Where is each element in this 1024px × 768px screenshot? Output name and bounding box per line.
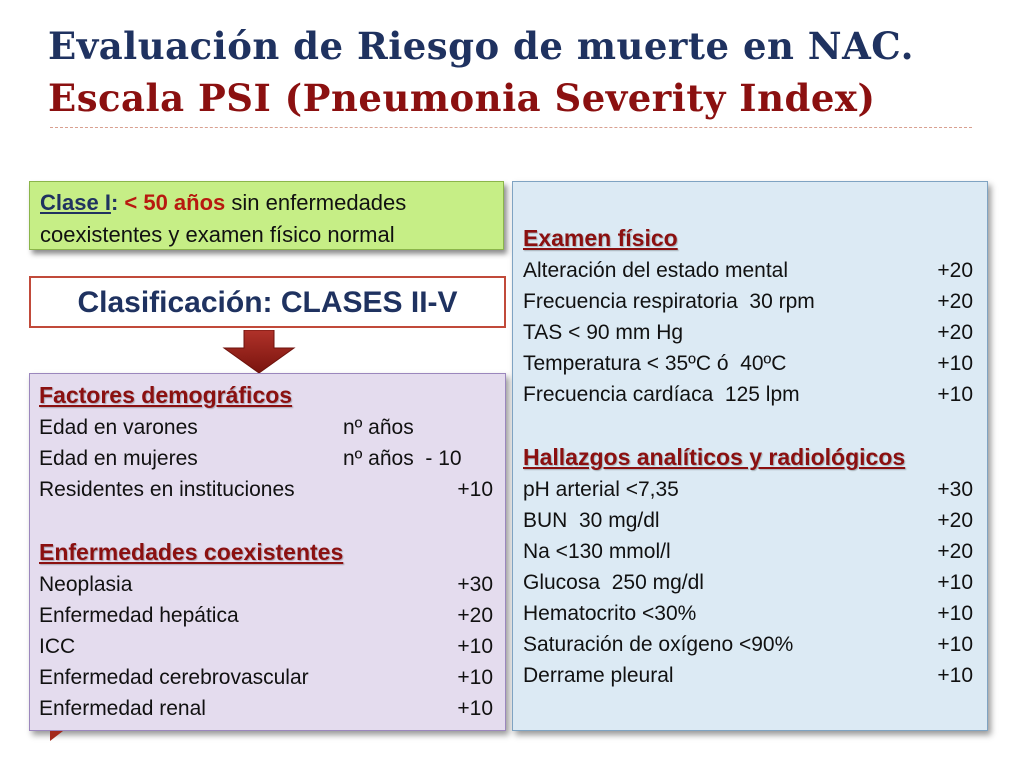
row-value: +10 — [937, 571, 973, 594]
row-label: Derrame pleural — [523, 664, 674, 687]
clase-1-text-2: coexistentes y examen físico normal — [40, 222, 395, 247]
clase-1-colon: : — [110, 190, 119, 215]
table-row — [39, 569, 493, 600]
row-label: ICC — [39, 635, 76, 658]
row-value: +20 — [937, 540, 973, 563]
row-value: +30 — [457, 573, 493, 596]
row-value: +20 — [937, 259, 973, 282]
corner-decoration — [50, 731, 63, 741]
table-row — [523, 598, 973, 629]
row-value: +10 — [457, 697, 493, 720]
row-value: +10 — [457, 635, 493, 658]
table-row — [523, 505, 973, 536]
comorbidities-title: Enfermedades coexistentes — [39, 539, 344, 565]
table-row — [39, 693, 493, 724]
table-row — [39, 474, 493, 505]
row-label: Edad en varones — [39, 416, 198, 439]
row-value: +10 — [457, 666, 493, 689]
row-label: Edad en mujeres — [39, 447, 198, 470]
row-label: BUN 30 mg/dl — [523, 509, 660, 532]
row-label: TAS < 90 mm Hg — [523, 321, 684, 344]
row-label: Enfermedad cerebrovascular — [39, 666, 309, 689]
slide-title — [48, 20, 1008, 124]
physical-exam-title: Examen físico — [523, 225, 678, 251]
table-row — [523, 660, 973, 691]
row-label: Enfermedad hepática — [39, 604, 239, 627]
row-label: Saturación de oxígeno <90% — [523, 633, 794, 656]
table-row — [39, 662, 493, 693]
row-mid: nº años - 10 — [343, 447, 462, 470]
table-row — [523, 379, 973, 410]
row-label: Enfermedad renal — [39, 697, 206, 720]
row-label: Glucosa 250 mg/dl — [523, 571, 704, 594]
row-value: +30 — [937, 478, 973, 501]
table-row — [523, 536, 973, 567]
table-row — [523, 567, 973, 598]
table-row — [39, 412, 493, 443]
table-row — [523, 255, 973, 286]
physical-lab-box — [512, 181, 988, 731]
lab-findings-title: Hallazgos analíticos y radiológicos — [523, 444, 906, 470]
row-label: Neoplasia — [39, 573, 133, 596]
row-label: Na <130 mmol/l — [523, 540, 671, 563]
row-value: +10 — [937, 633, 973, 656]
row-value: +10 — [937, 664, 973, 687]
down-arrow-icon — [222, 330, 296, 374]
row-value: +10 — [937, 602, 973, 625]
row-mid: nº años — [343, 416, 414, 439]
row-value: +20 — [937, 509, 973, 532]
row-label: Alteración del estado mental — [523, 259, 788, 282]
clase-1-label: Clase I — [40, 190, 111, 215]
table-row — [523, 629, 973, 660]
clase-1-box — [29, 181, 504, 250]
row-value: +20 — [937, 290, 973, 313]
table-row — [39, 443, 493, 474]
classification-box: Clasificación: CLASES II-V — [29, 276, 506, 328]
row-value: +10 — [937, 352, 973, 375]
title-line-1: Evaluación de Riesgo de muerte en NAC. — [48, 24, 914, 68]
row-label: Temperatura < 35ºC ó 40ºC — [523, 352, 787, 375]
row-label: Hematocrito <30% — [523, 602, 697, 625]
clase-1-text-1: sin enfermedades — [225, 190, 407, 215]
row-value: +10 — [457, 478, 493, 501]
demographics-title: Factores demográficos — [39, 382, 293, 408]
row-value: +20 — [937, 321, 973, 344]
row-label: Residentes en instituciones — [39, 478, 295, 501]
table-row — [523, 317, 973, 348]
row-value: +10 — [937, 383, 973, 406]
title-divider — [50, 127, 972, 128]
table-row — [39, 631, 493, 662]
row-label: Frecuencia cardíaca 125 lpm — [523, 383, 800, 406]
table-row — [523, 348, 973, 379]
row-label: pH arterial <7,35 — [523, 478, 679, 501]
title-line-2: Escala PSI (Pneumonia Severity Index) — [48, 76, 876, 120]
table-row — [523, 474, 973, 505]
table-row — [39, 600, 493, 631]
table-row — [523, 286, 973, 317]
demographics-comorbidities-box — [29, 373, 506, 731]
row-label: Frecuencia respiratoria 30 rpm — [523, 290, 815, 313]
clase-1-age: < 50 años — [124, 190, 226, 215]
row-value: +20 — [457, 604, 493, 627]
